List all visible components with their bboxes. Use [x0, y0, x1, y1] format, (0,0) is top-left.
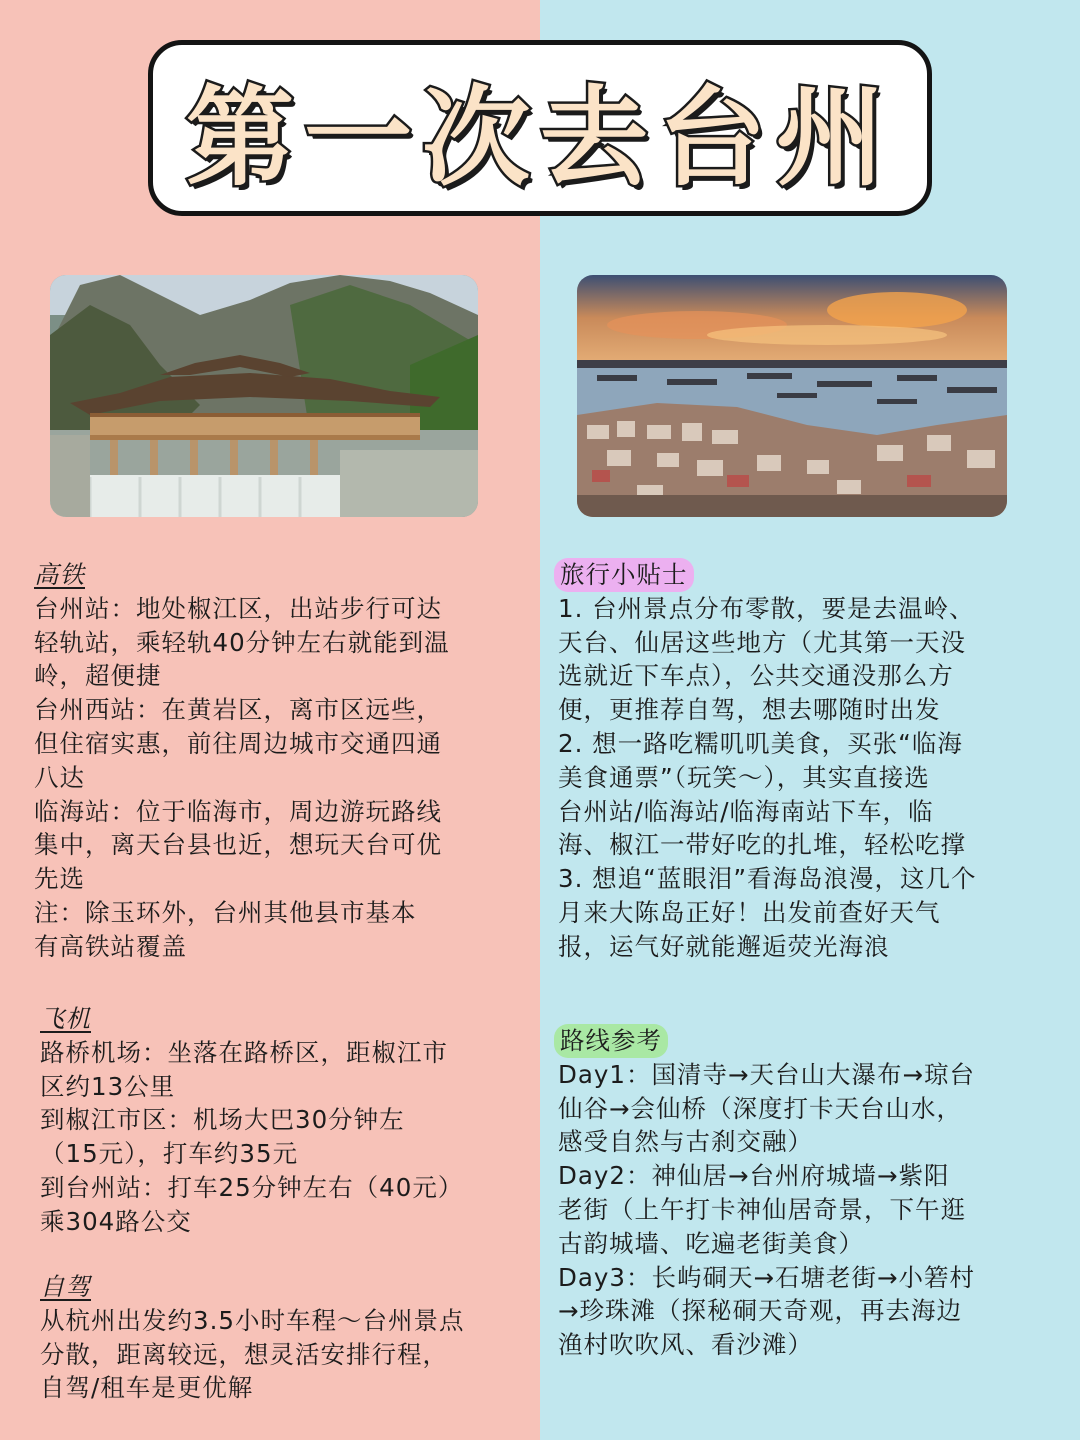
transport-column — [34, 558, 534, 964]
section-heading-travel-tips: 旅行小贴士 — [554, 558, 694, 592]
text-line: 台州站/临海站/临海南站下车，临 — [558, 796, 934, 826]
text-line: 美食通票”（玩笑～），其实直接选 — [558, 762, 930, 792]
travel-tips-section — [558, 558, 1073, 964]
page-title: 第一次去台州 — [185, 75, 894, 201]
text-line: 先选 — [34, 864, 85, 894]
self-drive-section — [40, 1270, 534, 1405]
text-line: 老街（上午打卡神仙居奇景，下午逛 — [558, 1194, 966, 1224]
text-line: 古韵城墙、吃遍老街美食） — [558, 1228, 864, 1258]
flight-section — [40, 1002, 534, 1239]
text-line: 台州西站：在黄岩区，离市区远些， — [34, 695, 442, 725]
text-line: 1. 台州景点分布零散，要是去温岭、 — [558, 593, 975, 623]
text-line: 但住宿实惠，前往周边城市交通四通 — [34, 728, 442, 758]
text-line: 集中，离天台县也近，想玩天台可优 — [34, 830, 442, 860]
section-heading-flight: 飞机 — [40, 1004, 91, 1033]
text-line: 便，更推荐自驾，想去哪随时出发 — [558, 695, 941, 725]
text-line: 仙谷→会仙桥（深度打卡天台山水， — [558, 1093, 963, 1123]
text-line: （15元），打车约35元 — [40, 1139, 299, 1169]
text-line: 渔村吹吹风、看沙滩） — [558, 1330, 813, 1360]
text-line: 有高铁站覆盖 — [34, 931, 187, 961]
text-line: 八达 — [34, 762, 85, 792]
text-line: 3. 想追“蓝眼泪”看海岛浪漫，这几个 — [558, 864, 977, 894]
text-line: 2. 想一路吃糯叽叽美食，买张“临海 — [558, 728, 963, 758]
text-line: 自驾/租车是更优解 — [40, 1373, 254, 1403]
text-line: 注：除玉环外，台州其他县市基本 — [34, 897, 417, 927]
section-heading-route-reference: 路线参考 — [554, 1024, 668, 1058]
text-line: 岭，超便捷 — [34, 661, 162, 691]
text-line: 到台州站：打车25分钟左右（40元） — [40, 1172, 464, 1202]
text-line: 临海站：位于临海市，周边游玩路线 — [34, 796, 442, 826]
text-line: 轻轨站，乘轻轨40分钟左右就能到温 — [34, 627, 450, 657]
text-line: 感受自然与古刹交融） — [558, 1127, 813, 1157]
text-line: 分散，距离较远，想灵活安排行程， — [40, 1339, 448, 1369]
section-heading-self-drive: 自驾 — [40, 1272, 91, 1301]
section-heading-highspeed-rail: 高铁 — [34, 560, 85, 589]
text-line: 选就近下车点），公共交通没那么方 — [558, 661, 954, 691]
text-line: 月来大陈岛正好！出发前查好天气 — [558, 897, 941, 927]
text-line: 从杭州出发约3.5小时车程～台州景点 — [40, 1305, 465, 1335]
covered-bridge-photo — [50, 275, 478, 517]
text-line: Day3：长屿硐天→石塘老街→小箬村 — [558, 1262, 976, 1292]
text-line: 报，运气好就能邂逅荧光海浪 — [558, 931, 890, 961]
route-reference-section — [558, 1024, 1073, 1362]
text-line: Day1：国清寺→天台山大瀑布→琼台 — [558, 1059, 976, 1089]
text-line: →珍珠滩（探秘硐天奇观，再去海边 — [558, 1296, 963, 1326]
text-line: 乘304路公交 — [40, 1206, 192, 1236]
text-line: 路桥机场：坐落在路桥区，距椒江市 — [40, 1037, 448, 1067]
text-line: 区约13公里 — [40, 1071, 176, 1101]
title-banner — [148, 40, 932, 216]
text-line: 到椒江市区：机场大巴30分钟左 — [40, 1105, 405, 1135]
text-line: Day2：神仙居→台州府城墙→紫阳 — [558, 1161, 950, 1191]
text-line: 天台、仙居这些地方（尤其第一天没 — [558, 627, 966, 657]
text-line: 台州站：地处椒江区，出站步行可达 — [34, 593, 442, 623]
harbor-sunset-photo — [577, 275, 1007, 517]
text-line: 海、椒江一带好吃的扎堆，轻松吃撑 — [558, 830, 966, 860]
